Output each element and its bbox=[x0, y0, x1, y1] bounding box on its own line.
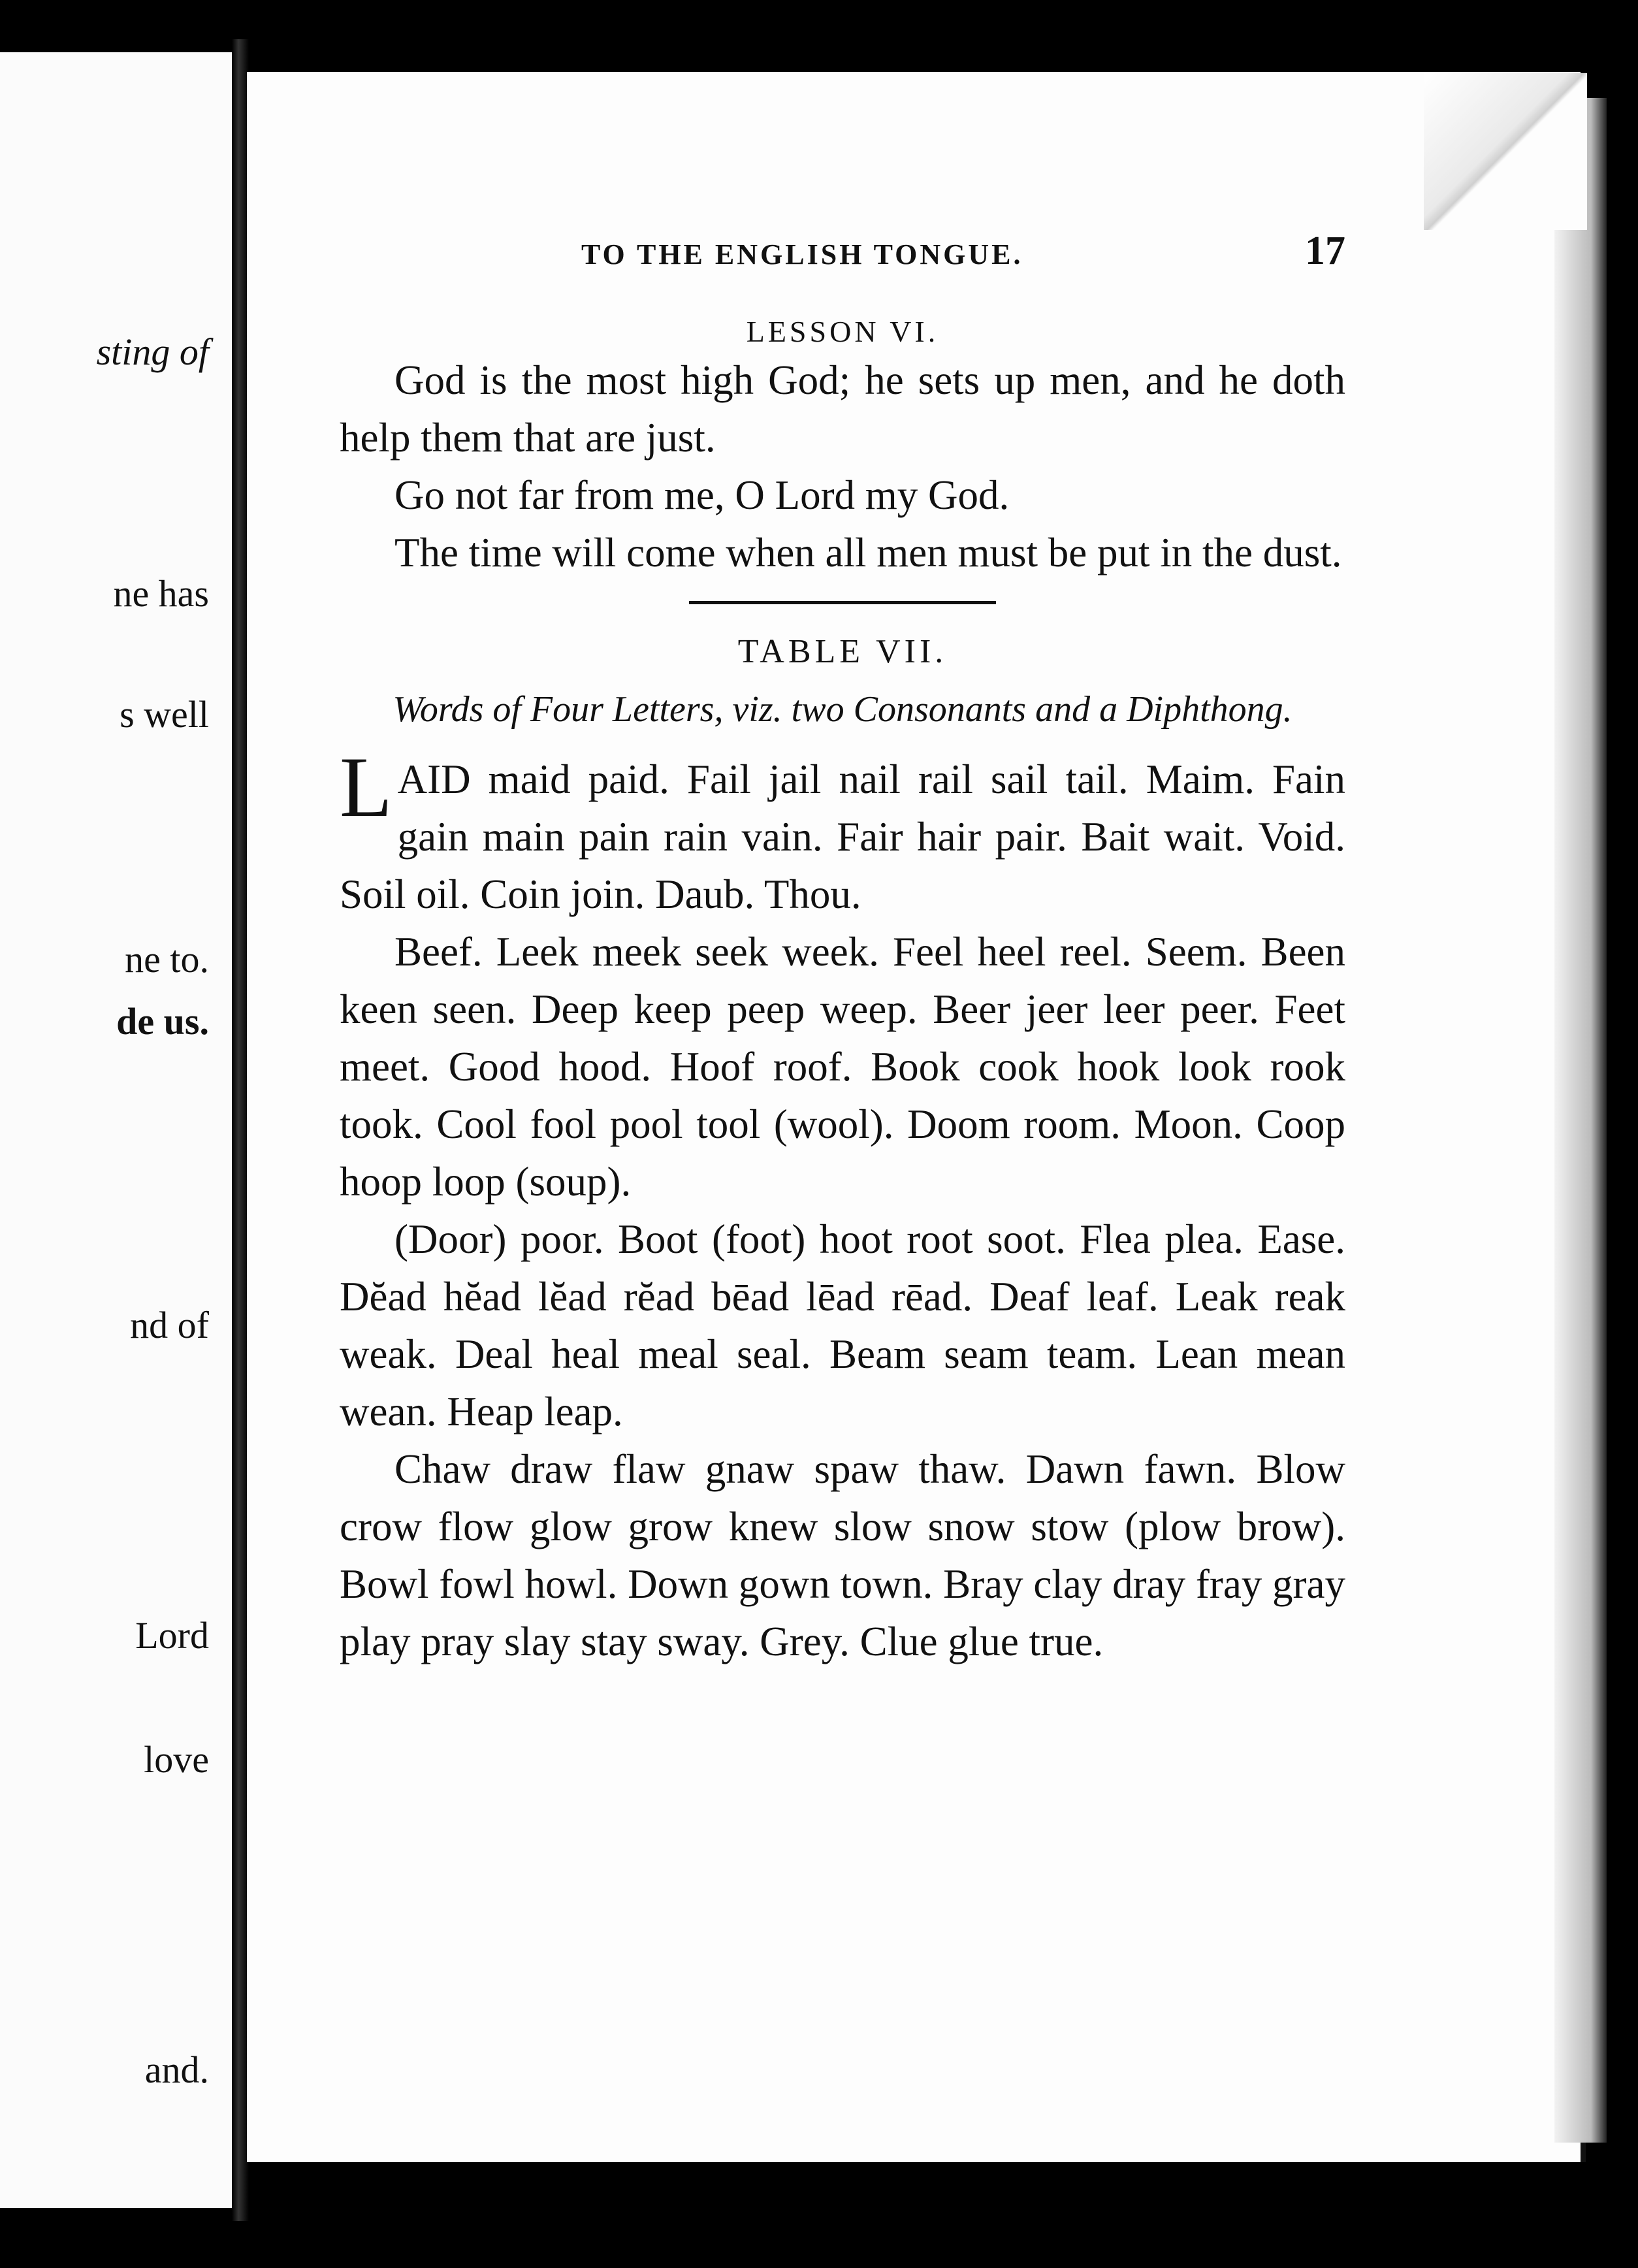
word-paragraph-text: AID maid paid. Fail jail nail rail sail tail. Maim. Fain gain main pain rain vain. Fair hair pair. Bait wait. Void. Soil oil. Coin join. Daub. Thou. bbox=[340, 756, 1345, 917]
left-fragment: de us. bbox=[116, 1000, 209, 1043]
page-edge-shadow bbox=[1554, 98, 1607, 2143]
lesson-paragraph: God is the most high God; he sets up men, and he doth help them that are just. bbox=[340, 357, 1345, 461]
left-fragment: sting of bbox=[96, 331, 209, 373]
page-corner-fold bbox=[1424, 73, 1587, 230]
word-paragraph: Beef. Leek meek seek week. Feel heel reel. Seem. Been keen seen. Deep keep peep weep. Beer jeer leer peer. Feet meet. Good hood. Hoof roof. Book cook hook look rook took. Cool fool pool tool (wool). Doom room. Moon. Coop hoop loop (soup). bbox=[340, 929, 1345, 1205]
lesson-paragraph: Go not far from me, O Lord my God. bbox=[394, 472, 1010, 518]
left-fragment: ne to. bbox=[125, 938, 209, 980]
word-paragraph bbox=[340, 739, 1345, 923]
word-paragraph: Chaw draw flaw gnaw spaw thaw. Dawn fawn. Blow crow flow glow grow knew slow snow stow (plow brow). Bowl fowl howl. Down gown town. Bray clay dray fray gray play pray slay stay sway. Grey. Clue glue true. bbox=[340, 1446, 1345, 1664]
left-fragment: and. bbox=[144, 2049, 209, 2091]
lesson-title: LESSON VI. bbox=[746, 315, 939, 348]
table-subtitle: Words of Four Letters, viz. two Consonants and a Diphthong. bbox=[393, 689, 1293, 730]
section-divider bbox=[689, 601, 996, 604]
facing-page-fragment bbox=[0, 52, 235, 2208]
left-fragment: ne has bbox=[113, 572, 209, 615]
running-head: TO THE ENGLISH TONGUE. bbox=[581, 238, 1023, 270]
left-fragment: nd of bbox=[130, 1304, 209, 1346]
lesson-paragraph: The time will come when all men must be put in the dust. bbox=[394, 530, 1342, 575]
left-fragment: s well bbox=[120, 693, 209, 736]
table-title: TABLE VII. bbox=[737, 633, 948, 670]
drop-cap: L bbox=[340, 739, 393, 835]
left-fragment: love bbox=[144, 1738, 209, 1781]
page-header bbox=[340, 222, 1345, 284]
word-paragraph: (Door) poor. Boot (foot) hoot root soot. Flea plea. Ease. Dĕad hĕad lĕad rĕad bēad lēad rēad. Deaf leaf. Leak reak weak. Deal heal meal seal. Beam seam team. Lean mean wean. Heap leap. bbox=[340, 1216, 1345, 1434]
page-text bbox=[340, 222, 1345, 1670]
left-fragment: Lord bbox=[135, 1614, 209, 1657]
page-number: 17 bbox=[1305, 229, 1345, 273]
